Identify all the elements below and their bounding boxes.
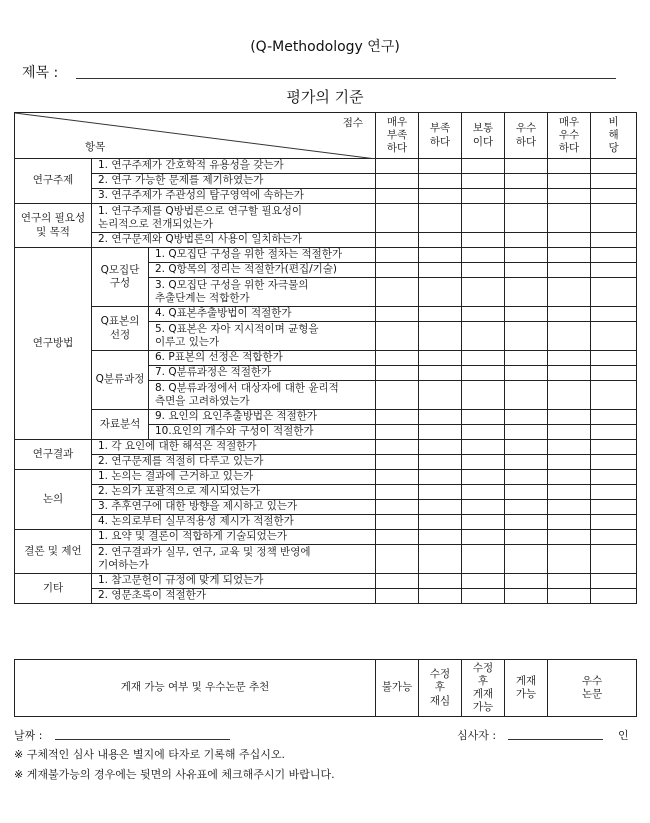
rating-cell[interactable] [505,485,548,500]
rating-cell[interactable] [419,263,462,278]
rating-cell[interactable] [548,307,591,322]
rating-cell[interactable] [591,515,637,530]
rating-cell[interactable] [548,589,591,604]
rating-cell[interactable] [419,470,462,485]
rating-cell[interactable] [376,515,419,530]
rating-cell[interactable] [376,263,419,278]
rating-cell[interactable] [462,500,505,515]
rating-cell[interactable] [591,189,637,204]
rating-cell[interactable] [376,500,419,515]
document-subtitle: (Q-Methodology 연구) [250,39,400,55]
rating-cell[interactable] [419,589,462,604]
rating-cell[interactable] [505,410,548,425]
rating-cell[interactable] [591,248,637,263]
rating-cell[interactable] [419,204,462,233]
rating-cell[interactable] [376,159,419,174]
rating-cell[interactable] [376,307,419,322]
criterion-item: 2. 연구 가능한 문제를 제기하였는가 [92,174,376,189]
rating-cell[interactable] [591,410,637,425]
rating-cell[interactable] [505,189,548,204]
table-row [15,410,637,425]
table-row [15,440,637,455]
criterion-item: 1. 연구주제가 간호학적 유용성을 갖는가 [92,159,376,174]
recommendation-label: 게재 가능 여부 및 우수논문 추천 [15,660,376,717]
rating-cell[interactable] [591,381,637,410]
rating-cell[interactable] [505,425,548,440]
rating-cell[interactable] [419,159,462,174]
rating-cell[interactable] [505,455,548,470]
rating-cell[interactable] [419,322,462,351]
rating-cell[interactable] [419,410,462,425]
recommendation-option[interactable]: 수정 후 재심 [419,660,462,717]
score-column-header: 매우 우수 하다 [548,113,591,159]
rating-cell[interactable] [376,530,419,545]
rating-cell[interactable] [505,545,548,574]
category-label: 결론 및 제언 [15,530,92,574]
score-column-header: 매우 부족 하다 [376,113,419,159]
note-2: ※ 게재불가능의 경우에는 뒷면의 사유표에 체크해주시기 바랍니다. [14,768,335,781]
criterion-item: 1. 요약 및 결론이 적합하게 기술되었는가 [92,530,376,545]
date-label: 날짜 : [14,729,43,742]
rating-cell[interactable] [376,470,419,485]
recommendation-option[interactable]: 수정 후 게재 가능 [462,660,505,717]
table-row [15,174,637,189]
rating-cell[interactable] [505,307,548,322]
rating-cell[interactable] [376,485,419,500]
rating-cell[interactable] [591,574,637,589]
criterion-item: 1. 참고문헌이 규정에 맞게 되었는가 [92,574,376,589]
rating-cell[interactable] [462,189,505,204]
rating-cell[interactable] [419,530,462,545]
criterion-item: 3. 연구주제가 주관성의 탐구영역에 속하는가 [92,189,376,204]
rating-cell[interactable] [548,233,591,248]
criterion-item: 2. 연구결과가 실무, 연구, 교육 및 정책 반영에 기여하는가 [92,545,376,574]
score-column-header: 우수 하다 [505,113,548,159]
rating-cell[interactable] [505,233,548,248]
rating-cell[interactable] [376,174,419,189]
rating-cell[interactable] [505,574,548,589]
score-header: 점수 [342,117,364,129]
table-row [15,204,637,233]
rating-cell[interactable] [505,322,548,351]
criterion-item: 5. Q표본은 자아 지시적이며 균형을 이루고 있는가 [149,322,376,351]
rating-cell[interactable] [591,485,637,500]
rating-cell[interactable] [548,500,591,515]
rating-cell[interactable] [419,307,462,322]
rating-cell[interactable] [591,589,637,604]
criterion-item: 9. 요인의 요인추출방법은 적절한가 [149,410,376,425]
rating-cell[interactable] [419,233,462,248]
rating-cell[interactable] [462,455,505,470]
criterion-item: 1. 각 요인에 대한 해석은 적절한가 [92,440,376,455]
category-label: 연구주제 [15,159,92,204]
category-label: 기타 [15,574,92,604]
rating-cell[interactable] [462,307,505,322]
rating-cell[interactable] [419,174,462,189]
criterion-item: 1. Q모집단 구성을 위한 절차는 적절한가 [149,248,376,263]
table-row [15,248,637,263]
rating-cell[interactable] [548,174,591,189]
note-1: ※ 구체적인 심사 내용은 별지에 타자로 기록해 주십시오. [14,748,285,761]
rating-cell[interactable] [462,425,505,440]
rating-cell[interactable] [462,410,505,425]
rating-cell[interactable] [548,381,591,410]
rating-cell[interactable] [376,440,419,455]
rating-cell[interactable] [548,515,591,530]
rating-cell[interactable] [505,515,548,530]
rating-cell[interactable] [419,545,462,574]
rating-cell[interactable] [548,485,591,500]
table-row [15,189,637,204]
criterion-item: 3. Q모집단 구성을 위한 자극물의 추출단계는 적합한가 [149,278,376,307]
criterion-item: 4. Q표본추출방법이 적절한가 [149,307,376,322]
table-row [15,574,637,589]
rating-cell[interactable] [591,366,637,381]
category-label: 연구의 필요성 및 목적 [15,204,92,248]
rating-cell[interactable] [376,545,419,574]
rating-cell[interactable] [505,204,548,233]
table-row [15,159,637,174]
recommendation-option[interactable]: 우수 논문 [548,660,637,717]
criteria-title: 평가의 기준 [286,88,364,106]
rating-cell[interactable] [505,278,548,307]
rating-cell[interactable] [591,159,637,174]
seal-label: 인 [618,729,629,742]
rating-cell[interactable] [505,500,548,515]
rating-cell[interactable] [548,410,591,425]
rating-cell[interactable] [505,366,548,381]
rating-cell[interactable] [462,545,505,574]
rating-cell[interactable] [462,440,505,455]
rating-cell[interactable] [419,455,462,470]
rating-cell[interactable] [548,455,591,470]
criterion-item: 8. Q분류과정에서 대상자에 대한 윤리적 측면을 고려하였는가 [149,381,376,410]
rating-cell[interactable] [548,248,591,263]
table-row [15,233,637,248]
rating-cell[interactable] [419,425,462,440]
item-header: 항목 [85,140,106,153]
table-row [15,530,637,545]
category-label: 연구결과 [15,440,92,470]
rating-cell[interactable] [376,574,419,589]
rating-cell[interactable] [548,470,591,485]
subcategory-label: Q모집단 구성 [92,248,149,307]
rating-cell[interactable] [591,233,637,248]
rating-cell[interactable] [376,233,419,248]
table-row [15,485,637,500]
rating-cell[interactable] [419,351,462,366]
subcategory-label: 자료분석 [92,410,149,440]
table-row [15,515,637,530]
rating-cell[interactable] [419,574,462,589]
recommendation-option[interactable]: 불가능 [376,660,419,717]
category-label: 논의 [15,470,92,530]
rating-cell[interactable] [505,381,548,410]
rating-cell[interactable] [591,440,637,455]
score-column-header: 부족 하다 [419,113,462,159]
score-column-header: 비 해 당 [591,113,637,159]
rating-cell[interactable] [591,307,637,322]
criterion-item: 7. Q분류과정은 적절한가 [149,366,376,381]
table-row [15,545,637,574]
rating-cell[interactable] [462,589,505,604]
rating-cell[interactable] [505,263,548,278]
rating-cell[interactable] [376,248,419,263]
rating-cell[interactable] [591,174,637,189]
rating-cell[interactable] [462,366,505,381]
criterion-item: 2. Q항목의 정리는 적절한가(편집/기술) [149,263,376,278]
rating-cell[interactable] [462,233,505,248]
rating-cell[interactable] [548,263,591,278]
criterion-item: 2. 연구문제와 Q방법론의 사용이 일치하는가 [92,233,376,248]
rating-cell[interactable] [505,159,548,174]
reviewer-label: 심사자 : [457,729,497,742]
rating-cell[interactable] [462,174,505,189]
rating-cell[interactable] [376,381,419,410]
rating-cell[interactable] [419,278,462,307]
rating-cell[interactable] [591,470,637,485]
score-column-header: 보통 이다 [462,113,505,159]
rating-cell[interactable] [591,322,637,351]
criterion-item: 2. 논의가 포괄적으로 제시되었는가 [92,485,376,500]
rating-cell[interactable] [462,263,505,278]
rating-cell[interactable] [548,351,591,366]
header-diagonal-cell [15,113,376,159]
rating-cell[interactable] [548,530,591,545]
reviewer-input-line[interactable] [508,739,603,740]
rating-cell[interactable] [591,278,637,307]
rating-cell[interactable] [548,278,591,307]
rating-cell[interactable] [505,174,548,189]
rating-cell[interactable] [591,425,637,440]
rating-cell[interactable] [376,204,419,233]
rating-cell[interactable] [548,440,591,455]
criterion-item: 1. 연구주제를 Q방법론으로 연구할 필요성이 논리적으로 전개되었는가 [92,204,376,233]
evaluation-table [14,112,637,604]
rating-cell[interactable] [548,159,591,174]
subcategory-label: Q분류과정 [92,351,149,410]
rating-cell[interactable] [462,248,505,263]
rating-cell[interactable] [462,278,505,307]
table-row [15,500,637,515]
title-label: 제목 : [22,65,59,81]
rating-cell[interactable] [376,366,419,381]
rating-cell[interactable] [462,470,505,485]
rating-cell[interactable] [376,322,419,351]
rating-cell[interactable] [462,381,505,410]
rating-cell[interactable] [376,455,419,470]
rating-cell[interactable] [548,545,591,574]
rating-cell[interactable] [548,322,591,351]
rating-cell[interactable] [462,530,505,545]
criterion-item: 6. P표본의 선정은 적합한가 [149,351,376,366]
rating-cell[interactable] [419,485,462,500]
date-input-line[interactable] [55,739,230,740]
rating-cell[interactable] [462,574,505,589]
rating-cell[interactable] [419,366,462,381]
rating-cell[interactable] [591,530,637,545]
rating-cell[interactable] [419,248,462,263]
rating-cell[interactable] [591,351,637,366]
rating-cell[interactable] [591,545,637,574]
table-row [15,351,637,366]
rating-cell[interactable] [462,485,505,500]
rating-cell[interactable] [376,410,419,425]
table-row [15,589,637,604]
criterion-item: 2. 연구문제를 적절히 다루고 있는가 [92,455,376,470]
rating-cell[interactable] [419,381,462,410]
rating-cell[interactable] [548,366,591,381]
rating-cell[interactable] [548,204,591,233]
rating-cell[interactable] [505,440,548,455]
criterion-item: 10.요인의 개수와 구성이 적절한가 [149,425,376,440]
criterion-item: 4. 논의로부터 실무적용성 제시가 적절한가 [92,515,376,530]
rating-cell[interactable] [505,470,548,485]
rating-cell[interactable] [505,248,548,263]
rating-cell[interactable] [505,530,548,545]
rating-cell[interactable] [462,204,505,233]
rating-cell[interactable] [419,440,462,455]
rating-cell[interactable] [376,351,419,366]
criterion-item: 3. 추후연구에 대한 방향을 제시하고 있는가 [92,500,376,515]
rating-cell[interactable] [462,515,505,530]
rating-cell[interactable] [591,204,637,233]
category-label: 연구방법 [15,248,92,440]
rating-cell[interactable] [505,351,548,366]
table-row [15,307,637,322]
rating-cell[interactable] [505,589,548,604]
rating-cell[interactable] [419,189,462,204]
criterion-item: 2. 영문초록이 적절한가 [92,589,376,604]
rating-cell[interactable] [376,425,419,440]
rating-cell[interactable] [548,425,591,440]
rating-cell[interactable] [376,189,419,204]
rating-cell[interactable] [376,278,419,307]
table-row [15,455,637,470]
rating-cell[interactable] [462,322,505,351]
table-row [15,470,637,485]
rating-cell[interactable] [548,574,591,589]
rating-cell[interactable] [462,159,505,174]
subcategory-label: Q표본의 선정 [92,307,149,351]
rating-cell[interactable] [591,263,637,278]
rating-cell[interactable] [419,500,462,515]
recommendation-option[interactable]: 게재 가능 [505,660,548,717]
rating-cell[interactable] [419,515,462,530]
rating-cell[interactable] [462,351,505,366]
recommendation-table [14,659,637,717]
rating-cell[interactable] [376,589,419,604]
title-input-line[interactable] [76,78,616,79]
criterion-item: 1. 논의는 결과에 근거하고 있는가 [92,470,376,485]
rating-cell[interactable] [548,189,591,204]
rating-cell[interactable] [591,500,637,515]
rating-cell[interactable] [591,455,637,470]
